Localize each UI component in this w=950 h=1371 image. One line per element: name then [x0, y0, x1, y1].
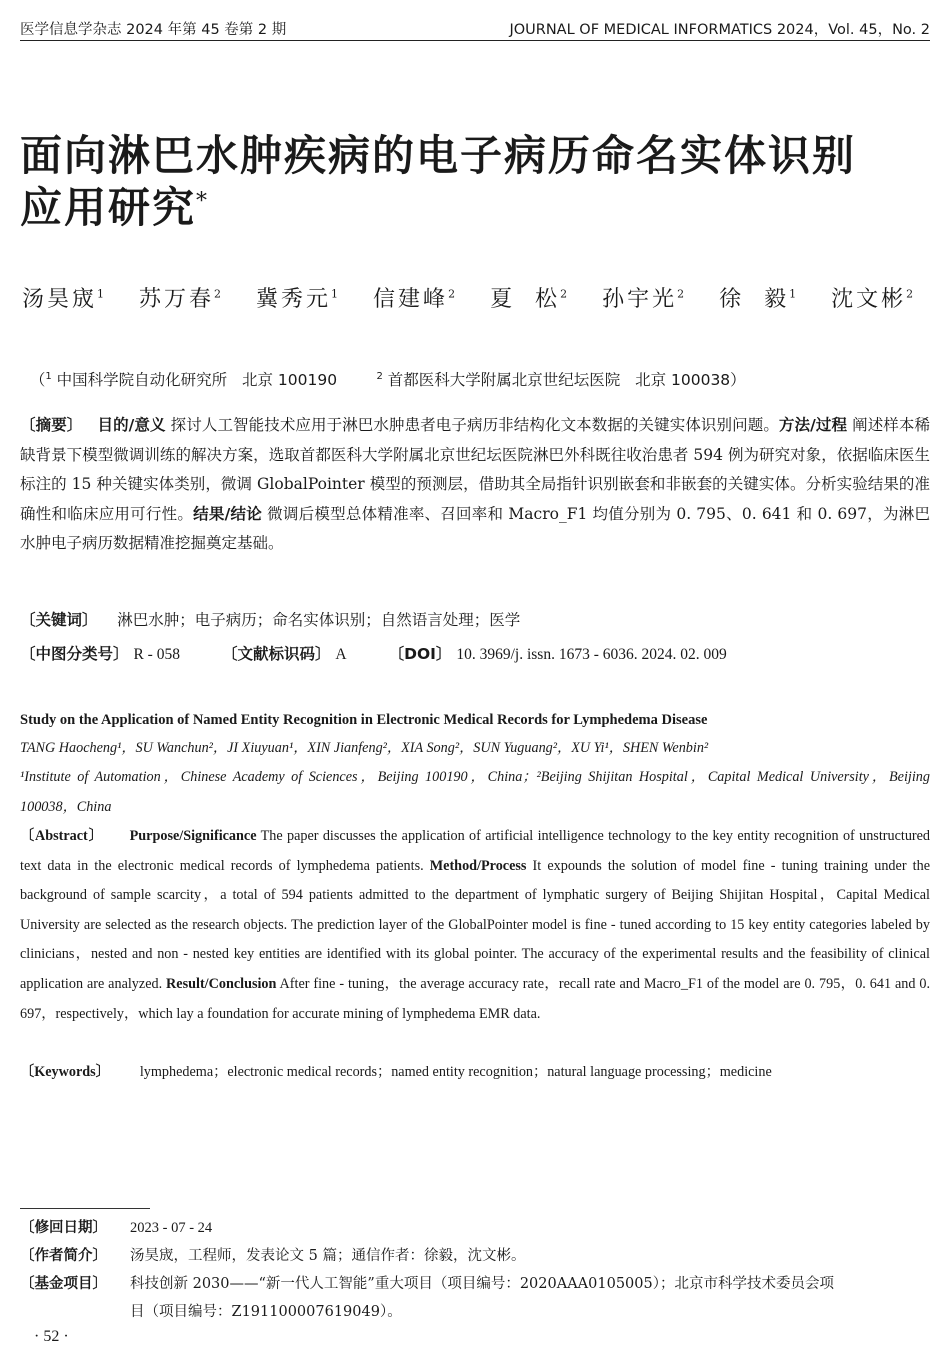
title-footnote-mark: * [196, 189, 210, 214]
doc-code-value: A [335, 646, 347, 663]
result-label: 结果/结论 [193, 504, 262, 523]
keywords-label: 〔关键词〕 [20, 611, 98, 629]
clc-label: 〔中图分类号〕 [20, 645, 129, 663]
doi-label: 〔DOI〕 [388, 645, 452, 663]
clc-value: R - 058 [133, 646, 180, 663]
header-journal-cn: 医学信息学杂志 2024 年第 45 卷第 2 期 [20, 22, 287, 38]
page-number: · 52 · [34, 1328, 69, 1345]
abstract-label: 〔摘要〕 [20, 416, 83, 434]
classification-line [20, 640, 930, 670]
keywords-text: 淋巴水肿；电子病历；命名实体识别；自然语言处理；医学 [117, 611, 521, 629]
keywords-cn [20, 606, 930, 636]
method-label: 方法/过程 [778, 416, 848, 434]
abstract-cn: 〔摘要〕 目的/意义 探讨人工智能技术应用于淋巴水肿患者电子病历非结构化文本数据的关键实体识别问题。方法/过程 阐述样本稀缺背景下模型微调训练的解决方案，选取首都医科大学附属北京世纪坛医院淋巴外科既往收治患者 594 例为研究对象，依据临床医生标注的 15 种关键实体类别，微调 GlobalPointer 模型的预测层，借助其全局指针识别嵌套和非嵌套的关键实体。分析实验结果的准确性和临床应用可行性。结果/结论 微调后模型总体精准率、召回率和 Macro_F1 均值分别为 0. 795、0. 641 和 0. 697，为淋巴水肿电子病历数据精准挖掘奠定基础。 [20, 416, 930, 552]
en-keywords-label: 〔Keywords〕 [20, 1064, 110, 1080]
author-list [22, 282, 942, 313]
english-keywords [20, 1058, 930, 1088]
en-result-label: Result/Conclusion [166, 975, 277, 992]
title-line-2-text: 应用研究 [20, 183, 197, 232]
english-title: Study on the Application of Named Entity Recognition in Electronic Medical Records for Lymphedema Disease [20, 712, 708, 728]
author-item: 汤昊宬$^1$ [22, 287, 105, 312]
en-keywords-text: lymphedema；electronic medical records；named entity recognition；natural language processing；medicine [139, 1064, 772, 1080]
author-item: 孙宇光$^2$ [602, 287, 685, 312]
article-title [20, 130, 940, 234]
footnote-divider [20, 1208, 150, 1209]
footnote-revised-date: 〔修回日期〕 2023 - 07 - 24 [20, 1220, 213, 1236]
purpose-label: 目的/意义 [97, 416, 166, 434]
running-header [20, 18, 930, 41]
header-journal-en: JOURNAL OF MEDICAL INFORMATICS 2024，Vol. 45，No. 2 [509, 22, 930, 38]
doc-code-label: 〔文献标识码〕 [221, 645, 331, 663]
en-purpose-label: Purpose/Significance [129, 828, 257, 844]
author-item: 冀秀元$^1$ [256, 287, 339, 312]
affiliations: （$^1$ 中国科学院自动化研究所 北京 100190 $^2$ 首都医科大学附属北京世纪坛医院 北京 100038） [29, 370, 746, 389]
english-affiliation: ¹Institute of Automation，Chinese Academy of Sciences，Beijing 100190，China；²Beijing Shijitan Hospital，Capital Medical University，Beijing 100038，China [20, 769, 930, 815]
author-item: 苏万春$^2$ [139, 287, 222, 312]
title-line-1: 面向淋巴水肿疾病的电子病历命名实体识别 [20, 131, 857, 180]
author-item: 夏 松$^2$ [490, 287, 568, 312]
title-line-2 [20, 182, 940, 234]
en-method-label: Method/Process [429, 857, 527, 874]
author-item: 信建峰$^2$ [373, 287, 456, 312]
footnote-author-bio: 〔作者简介〕 汤昊宬，工程师，发表论文 5 篇；通信作者：徐毅，沈文彬。 [20, 1248, 526, 1264]
en-abstract-label: 〔Abstract〕 [20, 828, 104, 844]
author-item: 徐 毅$^1$ [719, 287, 797, 312]
author-item: 沈文彬$^2$ [831, 287, 914, 312]
english-authors: TANG Haocheng¹，SU Wanchun²，JI Xiuyuan¹，XIN Jianfeng²，XIA Song²，SUN Yuguang²，XU Yi¹，SHEN Wenbin² [20, 740, 709, 756]
doi-value: 10. 3969/j. issn. 1673 - 6036. 2024. 02. 009 [456, 646, 727, 663]
english-abstract: 〔Abstract〕 Purpose/Significance The paper discusses the application of artificial intelligence technology to the key entity recognition of unstructured text data in the electronic medical records of lymphedema patients. Method/Process It expounds the solution of model fine - tuning training under the background of sample scarcity，a total of 594 patients admitted to the department of lymphatic surgery of Beijing Shijitan Hospital，Capital Medical University are selected as the research objects. The prediction layer of the GlobalPointer model is fine - tuned according to 15 key entity categories labeled by clinicians，nested and non - nested key entities are identified with its global pointer. The accuracy of the experimental results and the feasibility of clinical application are analyzed. Result/Conclusion After fine - tuning，the average accuracy rate，recall rate and Macro_F1 of the model are 0. 795，0. 641 and 0. 697，respectively，which lay a foundation for accurate mining of lymphedema EMR data. [20, 828, 931, 1022]
footnote-funding: 〔基金项目〕 科技创新 2030——“新一代人工智能”重大项目（项目编号：2020AAA0105005）；北京市科学技术委员会项 目（项目编号：Z191100007619049）。 [20, 1276, 834, 1320]
